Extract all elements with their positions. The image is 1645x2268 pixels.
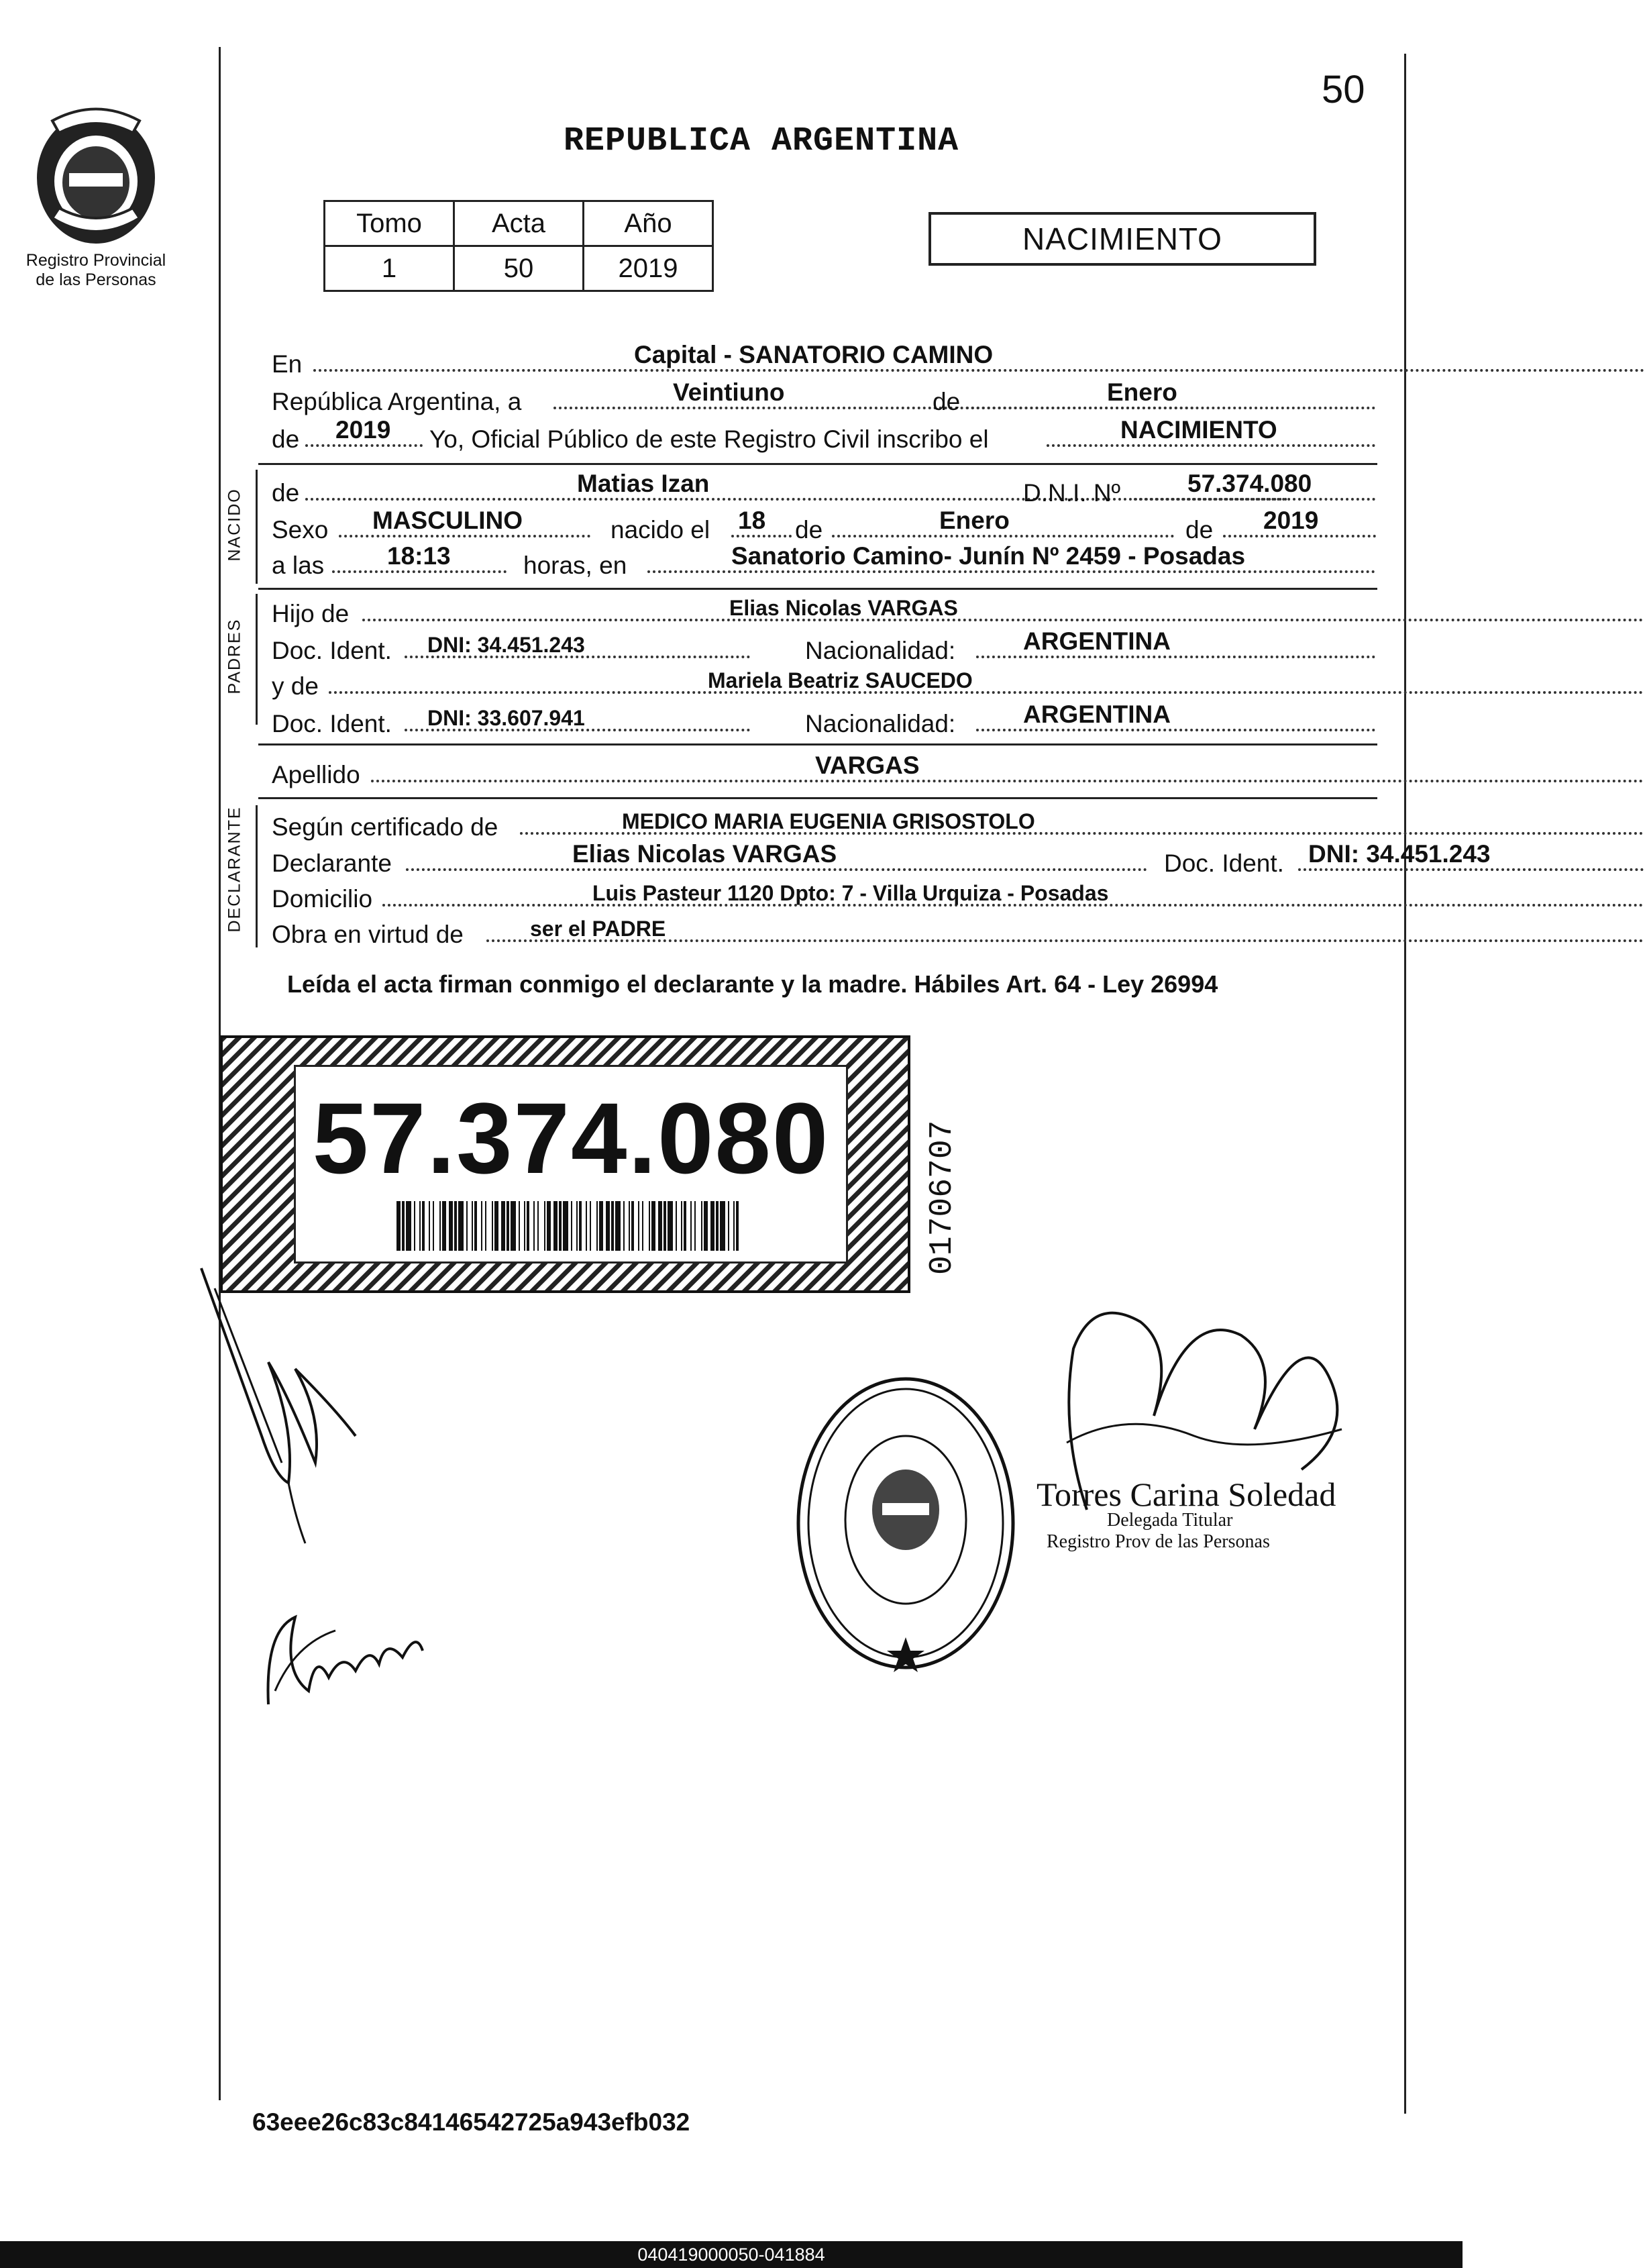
section-divider-2 xyxy=(258,588,1377,590)
address-value: Luis Pasteur 1120 Dpto: 7 - Villa Urquiza - Posadas xyxy=(592,881,1109,905)
logo-caption-line1: Registro Provincial xyxy=(25,251,166,270)
born-year-label: de xyxy=(1185,516,1214,544)
sex-value: MASCULINO xyxy=(372,507,523,534)
capacity-label: Obra en virtud de xyxy=(272,921,464,948)
header-acta: Acta xyxy=(454,201,584,246)
hours-label: horas, en xyxy=(523,552,627,579)
mother-doc-label: Doc. Ident. xyxy=(272,710,392,737)
address-label: Domicilio xyxy=(272,885,373,913)
value-ano: 2019 xyxy=(584,246,713,291)
sticker-label xyxy=(294,1065,848,1264)
declarant-doc-label: Doc. Ident. xyxy=(1164,849,1284,877)
father-doc-label: Doc. Ident. xyxy=(272,637,392,664)
closing-statement: Leída el acta firman conmigo el declarante y la madre. Hábiles Art. 64 - Ley 26994 xyxy=(287,970,1218,998)
declarante-bar xyxy=(256,805,258,947)
date-label-de: de xyxy=(933,388,961,415)
father-name: Elias Nicolas VARGAS xyxy=(729,596,958,620)
padres-bar xyxy=(256,594,258,725)
document-title: REPUBLICA ARGENTINA xyxy=(564,122,959,160)
padres-section-label: PADRES xyxy=(225,618,244,694)
born-month: Enero xyxy=(939,507,1010,534)
registry-seal-icon xyxy=(792,1369,1020,1678)
date-day: Veintiuno xyxy=(673,378,785,406)
date-label-a: República Argentina, a xyxy=(272,388,522,415)
born-month-label: de xyxy=(795,516,823,544)
footer-code: 040419000050-041884 xyxy=(0,2241,1463,2268)
mother-label: y de xyxy=(272,672,319,700)
mother-nationality: ARGENTINA xyxy=(1023,701,1171,728)
dni-sticker xyxy=(221,1037,909,1292)
certificate-label: Según certificado de xyxy=(272,813,498,841)
header-ano: Año xyxy=(584,201,713,246)
father-label: Hijo de xyxy=(272,600,350,627)
surname-label: Apellido xyxy=(272,761,360,788)
document-hash: 63eee26c83c84146542725a943efb032 xyxy=(252,2108,690,2136)
time-value: 18:13 xyxy=(387,542,451,570)
declarante-section-label: DECLARANTE xyxy=(225,806,244,933)
value-acta: 50 xyxy=(454,246,584,291)
date-month: Enero xyxy=(1107,378,1177,406)
child-dni-label: D.N.I. Nº xyxy=(1023,479,1121,507)
section-divider-4 xyxy=(258,797,1377,799)
mother-nationality-label: Nacionalidad: xyxy=(805,710,956,737)
birth-place: Sanatorio Camino- Junín Nº 2459 - Posadas xyxy=(731,542,1246,570)
registry-table xyxy=(323,200,714,292)
header-tomo: Tomo xyxy=(325,201,454,246)
declarant-label: Declarante xyxy=(272,849,392,877)
value-tomo: 1 xyxy=(325,246,454,291)
born-label: nacido el xyxy=(611,516,710,544)
place-value: Capital - SANATORIO CAMINO xyxy=(634,341,994,368)
born-day: 18 xyxy=(738,507,766,534)
surname-value: VARGAS xyxy=(815,752,920,779)
capacity-value: ser el PADRE xyxy=(530,917,666,941)
father-nationality: ARGENTINA xyxy=(1023,627,1171,655)
declarant-doc: DNI: 34.451.243 xyxy=(1308,840,1491,868)
sticker-dni-number: 57.374.080 xyxy=(312,1082,830,1194)
official-role: Delegada Titular xyxy=(1107,1510,1233,1531)
declarant-name: Elias Nicolas VARGAS xyxy=(572,840,837,868)
father-doc: DNI: 34.451.243 xyxy=(427,633,585,657)
registry-logo xyxy=(19,101,173,290)
official-name: Torres Carina Soledad xyxy=(1037,1476,1336,1513)
place-label: En xyxy=(272,350,303,378)
official-office: Registro Prov de las Personas xyxy=(1047,1531,1270,1552)
document-type-box: NACIMIENTO xyxy=(928,212,1316,266)
sex-label: Sexo xyxy=(272,516,329,544)
barcode-icon xyxy=(396,1201,745,1251)
page-number: 50 xyxy=(1322,68,1365,111)
province-emblem-icon xyxy=(25,101,166,248)
mother-signature-icon xyxy=(255,1590,429,1724)
child-dni: 57.374.080 xyxy=(1187,470,1312,497)
statement-year: 2019 xyxy=(335,416,391,444)
child-name: Matias Izan xyxy=(577,470,710,497)
mother-doc: DNI: 33.607.941 xyxy=(427,706,585,730)
nacido-section-label: NACIDO xyxy=(225,488,244,562)
declarant-signature-icon xyxy=(188,1261,409,1550)
logo-caption-line2: de las Personas xyxy=(36,270,156,289)
mother-name: Mariela Beatriz SAUCEDO xyxy=(708,668,973,692)
section-divider-3 xyxy=(258,743,1377,745)
right-margin-line xyxy=(1404,54,1406,2114)
section-divider-1 xyxy=(258,463,1377,465)
statement-text: Yo, Oficial Público de este Registro Civil inscribo el xyxy=(429,425,989,453)
child-name-label: de xyxy=(272,479,300,507)
certificate-value: MEDICO MARIA EUGENIA GRISOSTOLO xyxy=(622,809,1035,833)
sticker-serial: 01706707 xyxy=(924,1120,961,1275)
time-label: a las xyxy=(272,552,325,579)
statement-value: NACIMIENTO xyxy=(1120,416,1277,444)
father-nationality-label: Nacionalidad: xyxy=(805,637,956,664)
born-year: 2019 xyxy=(1263,507,1319,534)
statement-label-de: de xyxy=(272,425,300,453)
nacido-bar xyxy=(256,470,258,584)
